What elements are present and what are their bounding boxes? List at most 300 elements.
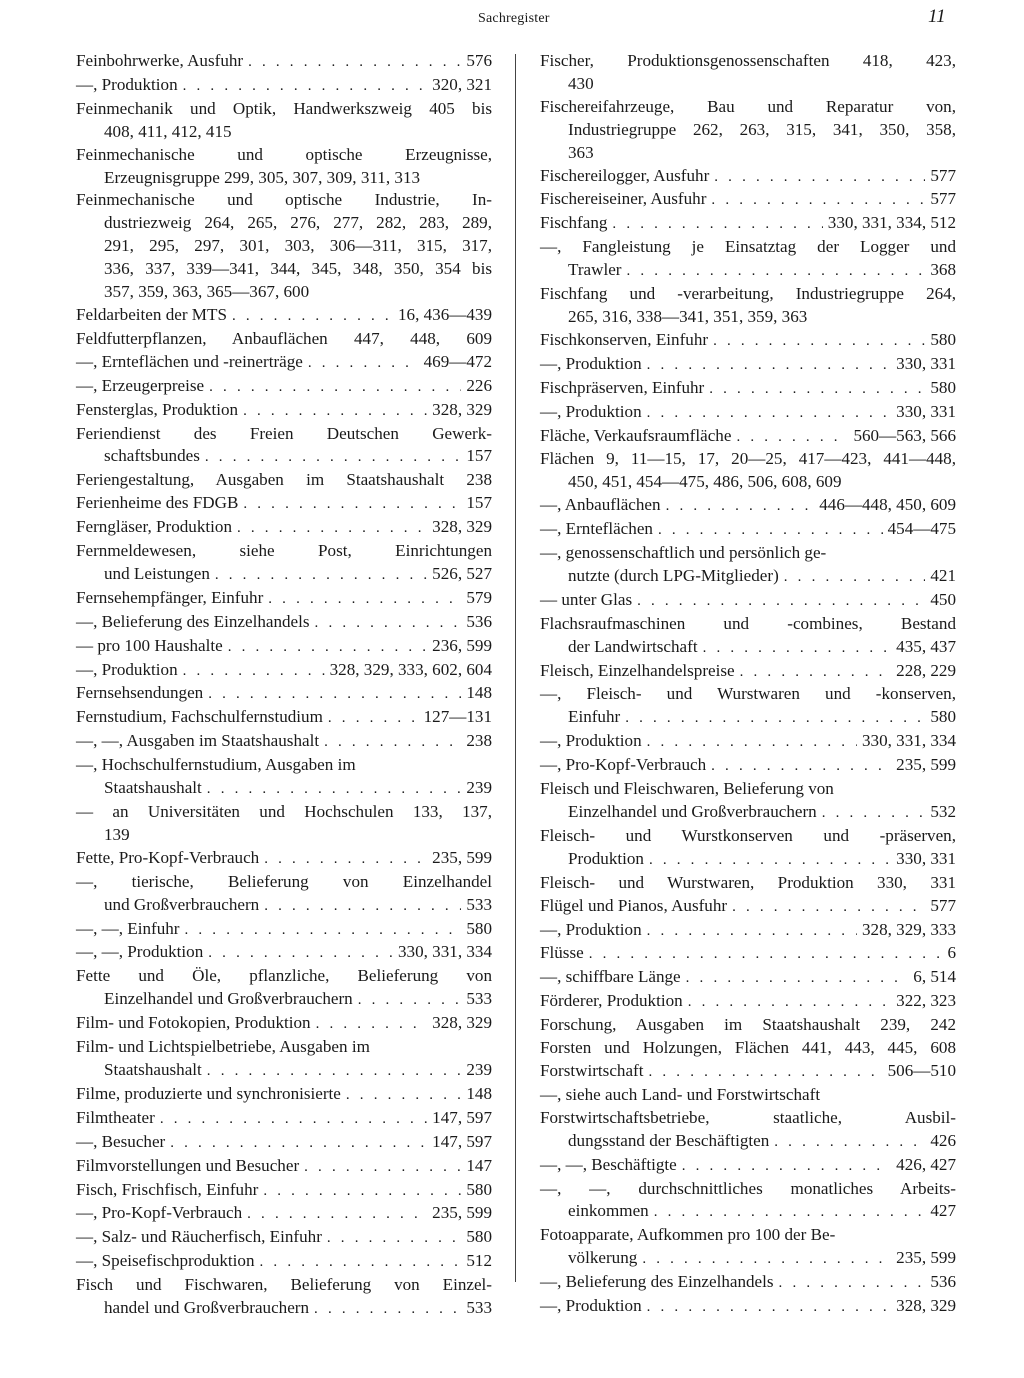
index-entry bbox=[540, 542, 956, 589]
index-entry bbox=[76, 74, 492, 98]
index-entry bbox=[540, 754, 956, 778]
index-entry bbox=[540, 1295, 956, 1319]
index-entry bbox=[540, 778, 956, 825]
index-entry-text: —, Pro-Kopf-Verbrauch bbox=[76, 1203, 243, 1223]
index-entry-text: —, Anbauflächen bbox=[540, 495, 661, 515]
index-entry-text: Feinbohrwerke, Ausfuhr bbox=[76, 51, 244, 70]
index-entry bbox=[76, 587, 492, 611]
index-page-refs: 6, 514 bbox=[913, 967, 956, 987]
dot-leader bbox=[625, 707, 925, 730]
index-entry-line bbox=[540, 919, 956, 943]
dot-leader bbox=[315, 612, 462, 635]
index-entry bbox=[76, 918, 492, 942]
dot-leader bbox=[247, 1203, 427, 1226]
index-entry-line bbox=[540, 73, 956, 96]
index-entry-text: 357, 359, 363, 365—367, 600 bbox=[104, 282, 310, 302]
index-entry-text: Fischkonserven, Einfuhr bbox=[540, 329, 709, 349]
index-entry-text: Ferngläser, Produktion bbox=[76, 517, 232, 537]
index-entry bbox=[76, 1012, 492, 1036]
index-page-refs: 330, 331 bbox=[896, 401, 956, 421]
index-entry bbox=[76, 706, 492, 730]
index-entry-line bbox=[540, 1271, 956, 1295]
index-entry-line bbox=[540, 1037, 956, 1060]
index-entry-text: Fischereilogger, Ausfuhr bbox=[540, 165, 710, 185]
dot-leader bbox=[209, 376, 461, 399]
index-page-refs: 580 bbox=[466, 1179, 492, 1199]
index-entry-line bbox=[540, 377, 956, 401]
index-page-refs: 330, 331 bbox=[896, 353, 956, 373]
index-entry-line bbox=[540, 236, 956, 259]
index-entry-text: —, Produktion bbox=[540, 353, 642, 373]
index-entry-line bbox=[76, 281, 492, 304]
index-entry-line bbox=[540, 329, 956, 353]
index-entry bbox=[540, 494, 956, 518]
index-entry-text: Feinmechanische und optische Industrie, In- bbox=[76, 190, 492, 210]
dot-leader bbox=[205, 446, 461, 469]
index-entry bbox=[76, 965, 492, 1012]
index-entry-text: Fleisch und Fleischwaren, Belieferung von bbox=[540, 779, 834, 799]
index-entry-text: Filme, produzierte und synchronisierte bbox=[76, 1083, 341, 1103]
index-entry bbox=[540, 1178, 956, 1225]
index-entry bbox=[76, 351, 492, 375]
index-entry-line bbox=[76, 824, 492, 847]
index-entry-line bbox=[76, 445, 492, 469]
index-entry bbox=[76, 516, 492, 540]
dot-leader bbox=[264, 848, 427, 871]
index-entry bbox=[540, 825, 956, 872]
index-entry-line bbox=[76, 682, 492, 706]
index-entry-line bbox=[540, 283, 956, 306]
index-entry-line bbox=[76, 587, 492, 611]
dot-leader bbox=[711, 189, 925, 212]
index-entry bbox=[540, 329, 956, 353]
dot-leader bbox=[215, 564, 427, 587]
index-entry-line bbox=[540, 589, 956, 613]
dot-leader bbox=[207, 778, 462, 801]
index-entry bbox=[76, 1202, 492, 1226]
index-entry-line bbox=[76, 144, 492, 167]
index-entry-text: völkerung bbox=[568, 1248, 638, 1268]
index-entry-line bbox=[76, 1250, 492, 1274]
index-page-refs: 533 bbox=[466, 989, 492, 1009]
index-entry-line bbox=[76, 611, 492, 635]
index-entry-line bbox=[76, 1059, 492, 1083]
index-page-refs: 239 bbox=[466, 778, 492, 798]
dot-leader bbox=[308, 352, 419, 375]
index-entry-text: Fleisch, Einzelhandelspreise bbox=[540, 660, 735, 680]
index-entry-line bbox=[76, 706, 492, 730]
index-entry-text: Flüsse bbox=[540, 943, 584, 963]
index-entry-text: Fläche, Verkaufsraumfläche bbox=[540, 425, 732, 445]
index-page-refs: 235, 599 bbox=[896, 1248, 956, 1268]
index-page-refs: 526, 527 bbox=[432, 563, 492, 583]
index-page-refs: 506—510 bbox=[887, 1060, 956, 1080]
dot-leader bbox=[264, 895, 461, 918]
index-entry-text: —, Produktion bbox=[540, 731, 642, 751]
index-page-refs: 147, 597 bbox=[432, 1107, 492, 1127]
index-entry-text: Fotoapparate, Aufkommen pro 100 der Be- bbox=[540, 1225, 836, 1245]
index-page-refs: 577 bbox=[930, 165, 956, 185]
index-entry-line bbox=[76, 423, 492, 446]
index-entry-text: —, —, Produktion bbox=[76, 942, 204, 962]
index-page-refs: 147 bbox=[466, 1155, 492, 1175]
index-entry-line bbox=[540, 259, 956, 283]
index-entry-line bbox=[540, 801, 956, 825]
index-entry-text: nutzte (durch LPG-Mitglieder) bbox=[568, 565, 779, 585]
index-page-refs: 148 bbox=[466, 683, 492, 703]
index-entry bbox=[76, 469, 492, 492]
index-entry-text: —, Besucher bbox=[76, 1131, 166, 1151]
index-page-refs: 533 bbox=[466, 894, 492, 914]
index-entry-line bbox=[76, 635, 492, 659]
index-entry bbox=[76, 754, 492, 801]
index-entry bbox=[76, 871, 492, 918]
index-entry-text: Fisch und Fischwaren, Belieferung von Einzel- bbox=[76, 1275, 492, 1295]
index-entry-line bbox=[540, 96, 956, 119]
index-entry-text: Fernstudium, Fachschulfernstudium bbox=[76, 707, 323, 727]
index-entry-line bbox=[76, 121, 492, 144]
dot-leader bbox=[709, 378, 925, 401]
dot-leader bbox=[713, 330, 925, 353]
dot-leader bbox=[232, 305, 393, 328]
dot-leader bbox=[647, 731, 857, 754]
index-entry-line bbox=[76, 777, 492, 801]
index-page-refs: 16, 436—439 bbox=[397, 304, 492, 324]
dot-leader bbox=[822, 802, 926, 825]
index-entry-text: —, Ernteflächen und -reinerträge bbox=[76, 351, 303, 371]
index-entry-text: Fernsehsendungen bbox=[76, 683, 204, 703]
index-entry-text: dustriezweig 264, 265, 276, 277, 282, 283, 289, bbox=[104, 213, 492, 233]
index-entry-line bbox=[540, 165, 956, 189]
index-entry-text: und Leistungen bbox=[104, 563, 210, 583]
index-page-refs: 330, 331, 334 bbox=[861, 731, 956, 751]
index-entry-line bbox=[540, 1084, 956, 1107]
index-entry-line bbox=[76, 50, 492, 74]
index-entry bbox=[76, 1274, 492, 1321]
dot-leader bbox=[268, 588, 461, 611]
index-entry-line bbox=[540, 848, 956, 872]
index-page-refs: 147, 597 bbox=[432, 1131, 492, 1151]
index-entry bbox=[76, 1250, 492, 1274]
index-entry-line bbox=[540, 1200, 956, 1224]
index-entry bbox=[76, 635, 492, 659]
index-entry bbox=[540, 236, 956, 283]
index-entry-text: dungsstand der Beschäftigten bbox=[568, 1130, 770, 1150]
index-entry-text: Fischer, Produktionsgenossenschaften 418, 423, bbox=[540, 51, 956, 70]
index-column-right bbox=[540, 50, 956, 1319]
index-entry-text: Fernmeldewesen, siehe Post, Einrichtungen bbox=[76, 541, 492, 561]
index-entry-line bbox=[76, 375, 492, 399]
index-page-refs: 226 bbox=[466, 375, 492, 395]
index-page-refs: 426, 427 bbox=[896, 1154, 956, 1174]
index-entry bbox=[76, 189, 492, 304]
index-entry-line bbox=[540, 425, 956, 449]
index-entry bbox=[540, 613, 956, 660]
index-entry-line bbox=[540, 188, 956, 212]
index-entry-line bbox=[540, 401, 956, 425]
index-entry-text: —, Produktion bbox=[540, 1296, 642, 1316]
index-page-refs: 580 bbox=[930, 329, 956, 349]
index-entry-text: 139 bbox=[104, 824, 130, 844]
dot-leader bbox=[183, 660, 325, 683]
index-entry-text: —, tierische, Belieferung von Einzelhandel bbox=[76, 871, 492, 891]
index-entry-line bbox=[76, 492, 492, 516]
index-entry-text: Feriengestaltung, Ausgaben im Staatshaushalt 238 bbox=[76, 470, 492, 490]
index-entry-text: —, Belieferung des Einzelhandels bbox=[76, 611, 310, 631]
index-entry-text: Feinmechanik und Optik, Handwerkszweig 405 bis bbox=[76, 98, 492, 118]
index-entry-line bbox=[540, 1178, 956, 1201]
index-entry-text: —, siehe auch Land- und Forstwirtschaft bbox=[540, 1084, 821, 1104]
index-column-left bbox=[76, 50, 492, 1321]
index-entry-line bbox=[76, 871, 492, 894]
dot-leader bbox=[248, 51, 461, 74]
index-entry-line bbox=[76, 351, 492, 375]
index-entry-text: Industriegruppe 262, 263, 315, 341, 350, 358, bbox=[568, 119, 956, 139]
index-entry-line bbox=[76, 540, 492, 563]
index-entry bbox=[540, 660, 956, 684]
index-entry-text: Filmtheater bbox=[76, 1107, 155, 1127]
index-entry-line bbox=[76, 563, 492, 587]
index-entry bbox=[540, 212, 956, 236]
dot-leader bbox=[263, 1180, 461, 1203]
index-entry-text: —, Hochschulfernstudium, Ausgaben im bbox=[76, 755, 356, 775]
index-entry-line bbox=[540, 518, 956, 542]
index-entry-line bbox=[76, 399, 492, 423]
index-entry-text: Fensterglas, Produktion bbox=[76, 399, 239, 419]
index-entry-text: Forstwirtschaftsbetriebe, staatliche, Ausbil- bbox=[540, 1107, 956, 1127]
index-entry-text: Einzelhandel und Großverbrauchern bbox=[568, 802, 817, 821]
index-entry-text: —, Pro-Kopf-Verbrauch bbox=[540, 755, 707, 775]
dot-leader bbox=[649, 849, 891, 872]
index-entry bbox=[76, 1131, 492, 1155]
index-entry-line bbox=[540, 730, 956, 754]
index-entry-line bbox=[76, 189, 492, 212]
index-entry bbox=[76, 1036, 492, 1083]
dot-leader bbox=[208, 942, 393, 965]
index-entry-line bbox=[76, 258, 492, 281]
dot-leader bbox=[170, 1132, 427, 1155]
index-page-refs: 536 bbox=[466, 611, 492, 631]
index-entry-line bbox=[76, 1036, 492, 1059]
index-entry-text: schaftsbundes bbox=[104, 446, 200, 466]
index-page-refs: 580 bbox=[466, 1227, 492, 1247]
dot-leader bbox=[260, 1251, 462, 1274]
index-entry bbox=[540, 1271, 956, 1295]
index-entry bbox=[540, 518, 956, 542]
index-entry-text: —, Fangleistung je Einsatztag der Logger und bbox=[540, 237, 956, 257]
index-entry-text: Feinmechanische und optische Erzeugnisse, bbox=[76, 144, 492, 164]
index-entry bbox=[76, 611, 492, 635]
index-entry-line bbox=[540, 825, 956, 848]
index-entry bbox=[540, 990, 956, 1014]
index-page-refs: 580 bbox=[930, 377, 956, 397]
index-entry bbox=[540, 188, 956, 212]
dot-leader bbox=[647, 1296, 892, 1319]
dot-leader bbox=[207, 1060, 462, 1083]
index-page-refs: 322, 323 bbox=[896, 991, 956, 1011]
index-entry-text: 291, 295, 297, 301, 303, 306—311, 315, 317, bbox=[104, 236, 492, 256]
index-entry-text: Einfuhr bbox=[568, 707, 621, 727]
dot-leader bbox=[779, 1272, 926, 1295]
index-entry-line bbox=[540, 683, 956, 706]
index-entry bbox=[540, 919, 956, 943]
page-header bbox=[0, 6, 1024, 32]
index-entry bbox=[540, 1037, 956, 1060]
dot-leader bbox=[688, 991, 891, 1014]
dot-leader bbox=[666, 495, 815, 518]
index-entry-line bbox=[76, 754, 492, 777]
index-entry bbox=[76, 682, 492, 706]
index-page-refs: 446—448, 450, 609 bbox=[819, 495, 956, 515]
index-page-refs: 228, 229 bbox=[896, 660, 956, 680]
index-entry-line bbox=[540, 1224, 956, 1247]
index-entry-text: —, Belieferung des Einzelhandels bbox=[540, 1272, 774, 1292]
index-entry-line bbox=[76, 847, 492, 871]
dot-leader bbox=[647, 354, 892, 377]
index-entry-line bbox=[540, 942, 956, 966]
index-entry bbox=[76, 423, 492, 470]
dot-leader bbox=[711, 755, 891, 778]
index-entry-line bbox=[540, 494, 956, 518]
index-entry bbox=[76, 730, 492, 754]
dot-leader bbox=[647, 402, 892, 425]
index-page-refs: 330, 331 bbox=[896, 848, 956, 868]
index-entry-text: Ferienheime des FDGB bbox=[76, 493, 239, 513]
index-page-refs: 328, 329 bbox=[896, 1296, 956, 1316]
index-entry-line bbox=[540, 542, 956, 565]
index-entry-text: —, schiffbare Länge bbox=[540, 967, 681, 987]
index-entry-text: 430 bbox=[568, 73, 594, 93]
index-page-refs: 512 bbox=[466, 1251, 492, 1271]
index-entry-line bbox=[540, 660, 956, 684]
index-page-refs: 238 bbox=[466, 731, 492, 751]
index-entry-line bbox=[540, 990, 956, 1014]
index-entry bbox=[76, 847, 492, 871]
index-entry-text: Forschung, Ausgaben im Staatshaushalt 239, 242 bbox=[540, 1015, 956, 1035]
index-page-refs: 239 bbox=[466, 1059, 492, 1079]
index-entry-text: —, Produktion bbox=[76, 659, 178, 679]
index-page-refs: 328, 329 bbox=[432, 399, 492, 419]
dot-leader bbox=[682, 1155, 891, 1178]
index-entry bbox=[540, 50, 956, 96]
index-page-refs: 533 bbox=[466, 1298, 492, 1318]
index-page-refs: 328, 329, 333, 602, 604 bbox=[329, 659, 492, 679]
dot-leader bbox=[612, 213, 822, 236]
index-entry-line bbox=[76, 730, 492, 754]
index-entry bbox=[76, 1226, 492, 1250]
index-entry bbox=[540, 589, 956, 613]
dot-leader bbox=[228, 636, 427, 659]
index-entry-text: Förderer, Produktion bbox=[540, 991, 683, 1011]
index-entry-line bbox=[76, 98, 492, 121]
dot-leader bbox=[647, 920, 857, 943]
index-entry-text: Fleisch- und Wurstwaren, Produktion 330, 331 bbox=[540, 872, 956, 892]
index-entry-text: Fischfang bbox=[540, 213, 608, 233]
dot-leader bbox=[183, 75, 428, 98]
index-entry-text: Trawler bbox=[568, 260, 622, 280]
dot-leader bbox=[654, 1201, 926, 1224]
index-entry-line bbox=[540, 613, 956, 636]
index-page-refs: 235, 599 bbox=[432, 1203, 492, 1223]
index-page-refs: 236, 599 bbox=[432, 635, 492, 655]
index-entry-line bbox=[76, 1274, 492, 1297]
index-entry-text: —, genossenschaftlich und persönlich ge- bbox=[540, 543, 827, 563]
dot-leader bbox=[243, 493, 461, 516]
index-entry-line bbox=[540, 1060, 956, 1084]
index-entry bbox=[540, 283, 956, 329]
dot-leader bbox=[703, 637, 892, 660]
index-page-refs: 328, 329 bbox=[432, 517, 492, 537]
index-entry bbox=[76, 941, 492, 965]
index-entry bbox=[540, 1154, 956, 1178]
index-entry-line bbox=[540, 1295, 956, 1319]
index-page-refs: 427 bbox=[930, 1201, 956, 1221]
index-entry-line bbox=[76, 1131, 492, 1155]
index-entry bbox=[540, 895, 956, 919]
index-entry-line bbox=[76, 1155, 492, 1179]
index-entry-text: Fischereifahrzeuge, Bau und Reparatur von, bbox=[540, 96, 956, 116]
index-entry-text: —, Erzeugerpreise bbox=[76, 375, 205, 395]
index-entry-text: 450, 451, 454—475, 486, 506, 608, 609 bbox=[568, 472, 842, 492]
index-entry-line bbox=[540, 1107, 956, 1130]
index-entry bbox=[540, 1084, 956, 1107]
index-entry-line bbox=[76, 212, 492, 235]
index-entry-text: — pro 100 Haushalte bbox=[76, 635, 223, 655]
dot-leader bbox=[627, 260, 926, 283]
index-entry bbox=[540, 730, 956, 754]
index-entry-text: Fette, Pro-Kopf-Verbrauch bbox=[76, 847, 260, 867]
index-entry-line bbox=[540, 706, 956, 730]
index-entry-text: Fischpräserven, Einfuhr bbox=[540, 377, 705, 397]
index-page-refs: 577 bbox=[930, 189, 956, 209]
index-page-refs: 577 bbox=[930, 895, 956, 915]
index-entry bbox=[76, 659, 492, 683]
index-entry-line bbox=[76, 659, 492, 683]
index-entry-text: handel und Großverbrauchern bbox=[104, 1298, 310, 1318]
index-entry bbox=[76, 1083, 492, 1107]
index-page-refs: 320, 321 bbox=[432, 74, 492, 94]
index-entry bbox=[76, 540, 492, 587]
dot-leader bbox=[658, 519, 883, 542]
index-entry bbox=[76, 328, 492, 351]
index-entry bbox=[76, 1107, 492, 1131]
dot-leader bbox=[642, 1248, 891, 1271]
index-entry-line bbox=[76, 1012, 492, 1036]
index-entry-line bbox=[540, 353, 956, 377]
index-entry bbox=[540, 353, 956, 377]
index-entry-text: und Großverbrauchern bbox=[104, 894, 260, 914]
index-entry bbox=[76, 1155, 492, 1179]
index-entry bbox=[540, 448, 956, 494]
index-page-refs: 560—563, 566 bbox=[853, 425, 956, 445]
dot-leader bbox=[714, 166, 925, 189]
index-entry bbox=[540, 377, 956, 401]
index-entry-text: Erzeugnisgruppe 299, 305, 307, 309, 311, 313 bbox=[104, 167, 421, 187]
index-entry-line bbox=[540, 471, 956, 494]
index-entry-line bbox=[540, 1247, 956, 1271]
index-entry-text: Fette und Öle, pflanzliche, Belieferung von bbox=[76, 966, 492, 986]
index-entry-text: Fischereiseiner, Ausfuhr bbox=[540, 189, 707, 209]
index-page-refs: 368 bbox=[930, 260, 956, 280]
index-entry-line bbox=[540, 754, 956, 778]
index-entry-text: Flachsraufmaschinen und -combines, Bestand bbox=[540, 613, 956, 633]
index-entry-text: 363 bbox=[568, 142, 594, 162]
index-entry bbox=[540, 1107, 956, 1154]
index-page-refs: 580 bbox=[466, 918, 492, 938]
index-entry-text: einkommen bbox=[568, 1201, 649, 1221]
index-entry bbox=[540, 96, 956, 165]
index-page-refs: 532 bbox=[930, 802, 956, 821]
